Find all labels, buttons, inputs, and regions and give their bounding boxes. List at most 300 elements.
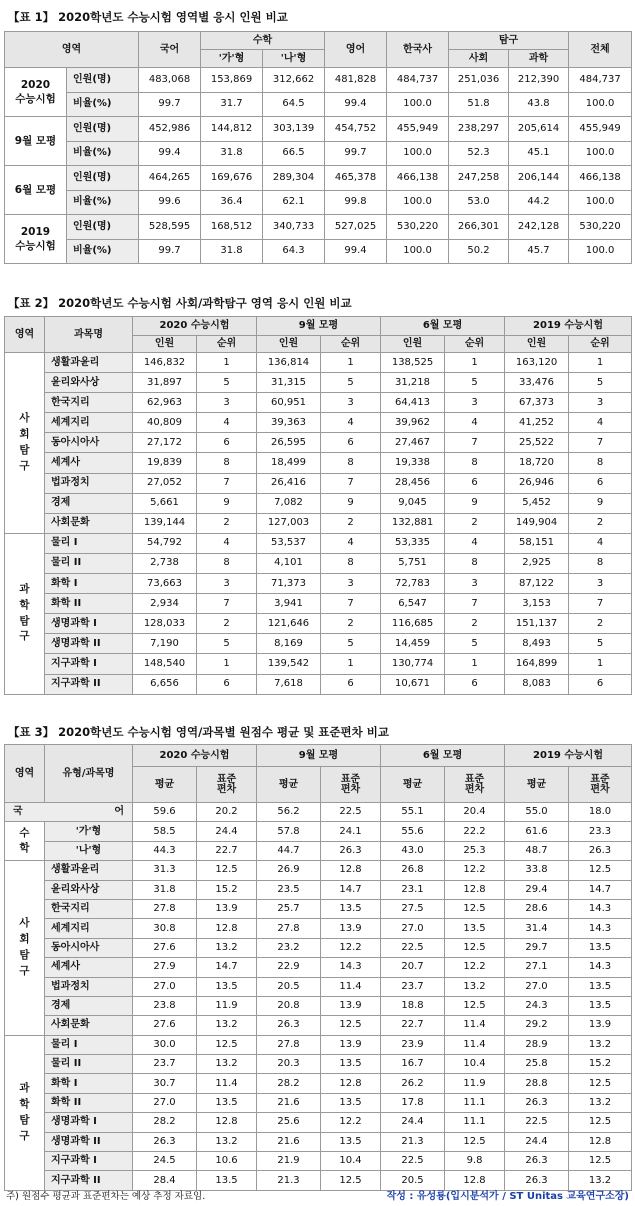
count-value: 527,025 (325, 215, 387, 240)
header-rank: 순위 (197, 336, 257, 353)
count-value: 530,220 (387, 215, 449, 240)
sd-value: 13.2 (569, 1171, 632, 1190)
rank-value: 8 (321, 453, 381, 473)
section-label: 과 학 탐 구 (5, 533, 45, 694)
subject-name: 동아시아사 (45, 433, 133, 453)
rank-value: 9 (445, 493, 505, 513)
subject-name: 지구과학 I (45, 1152, 133, 1171)
count-value: 9,045 (381, 493, 445, 513)
sd-value: 14.3 (569, 958, 632, 977)
rank-value: 3 (197, 393, 257, 413)
count-value: 18,720 (505, 453, 569, 473)
table-row (5, 373, 632, 393)
mean-value: 21.6 (257, 1132, 321, 1151)
table-row (5, 493, 632, 513)
mean-value: 27.0 (381, 919, 445, 938)
header-count: 인원 (257, 336, 321, 353)
header-row (5, 745, 632, 767)
table1-participants-by-area (4, 31, 632, 264)
ratio-value: 62.1 (263, 190, 325, 215)
count-value: 528,595 (139, 215, 201, 240)
table-row (5, 958, 632, 977)
count-value: 72,783 (381, 574, 445, 594)
subject-name: 생명과학 I (45, 1113, 133, 1132)
mean-value: 23.5 (257, 880, 321, 899)
sd-value: 10.4 (321, 1152, 381, 1171)
mean-value: 27.9 (133, 958, 197, 977)
header-area: 영역 (5, 745, 45, 803)
rank-value: 1 (321, 353, 381, 373)
rank-value: 9 (197, 493, 257, 513)
rank-value: 2 (569, 513, 632, 533)
mean-value: 28.8 (505, 1074, 569, 1093)
rank-value: 6 (569, 473, 632, 493)
count-value: 340,733 (263, 215, 325, 240)
sd-value: 12.8 (321, 1074, 381, 1093)
row-label-ratio: 비율(%) (67, 92, 139, 117)
count-value: 164,899 (505, 654, 569, 674)
count-value: 5,661 (133, 493, 197, 513)
header-subject: 유형/과목명 (45, 745, 133, 803)
count-value: 484,737 (387, 68, 449, 93)
mean-value: 58.5 (133, 822, 197, 841)
header-exam: 2019 수능시험 (505, 317, 632, 336)
count-value: 2,934 (133, 594, 197, 614)
rank-value: 7 (321, 594, 381, 614)
count-value: 27,172 (133, 433, 197, 453)
mean-value: 27.0 (505, 977, 569, 996)
table-row (5, 453, 632, 473)
ratio-value: 44.2 (509, 190, 569, 215)
sd-value: 10.4 (445, 1055, 505, 1074)
mean-value: 26.9 (257, 861, 321, 880)
mean-value: 27.8 (257, 919, 321, 938)
header-math-na: '나'형 (263, 50, 325, 68)
rank-value: 4 (321, 533, 381, 553)
count-value: 205,614 (509, 117, 569, 142)
mean-value: 31.3 (133, 861, 197, 880)
count-value: 151,137 (505, 614, 569, 634)
count-value: 26,595 (257, 433, 321, 453)
ratio-value: 99.7 (139, 92, 201, 117)
rank-value: 5 (321, 634, 381, 654)
count-value: 466,138 (387, 166, 449, 191)
header-exam: 6월 모평 (381, 745, 505, 767)
count-value: 62,963 (133, 393, 197, 413)
mean-value: 27.1 (505, 958, 569, 977)
count-row (5, 117, 632, 142)
ratio-value: 66.5 (263, 141, 325, 166)
ratio-value: 64.3 (263, 239, 325, 264)
sd-value: 14.7 (569, 880, 632, 899)
mean-value: 26.3 (257, 1016, 321, 1035)
count-value: 466,138 (569, 166, 632, 191)
table-row (5, 393, 632, 413)
count-value: 8,169 (257, 634, 321, 654)
sd-value: 13.5 (321, 1093, 381, 1112)
sd-value: 13.5 (321, 899, 381, 918)
rank-value: 5 (197, 634, 257, 654)
table-row (5, 1016, 632, 1035)
count-value: 60,951 (257, 393, 321, 413)
rank-value: 8 (569, 453, 632, 473)
mean-value: 26.3 (505, 1093, 569, 1112)
table-row (5, 1132, 632, 1151)
sd-value: 11.9 (445, 1074, 505, 1093)
subject-name: 세계지리 (45, 919, 133, 938)
header-explore: 탐구 (449, 32, 569, 50)
sd-value: 13.5 (445, 919, 505, 938)
mean-value: 30.0 (133, 1035, 197, 1054)
count-value: 8,083 (505, 674, 569, 694)
count-value: 6,656 (133, 674, 197, 694)
sd-value: 12.5 (445, 996, 505, 1015)
sd-value: 13.5 (197, 977, 257, 996)
ratio-value: 43.8 (509, 92, 569, 117)
header-count: 인원 (381, 336, 445, 353)
subject-name: 생명과학 I (45, 614, 133, 634)
sd-value: 12.5 (321, 1016, 381, 1035)
mean-value: 27.0 (133, 977, 197, 996)
math-row (5, 841, 632, 860)
row-label-ratio: 비율(%) (67, 190, 139, 215)
mean-value: 18.8 (381, 996, 445, 1015)
korean-subject-label: 어 (114, 806, 124, 818)
count-value: 455,949 (569, 117, 632, 142)
ratio-row (5, 141, 632, 166)
mean-value: 27.8 (257, 1035, 321, 1054)
count-value: 18,499 (257, 453, 321, 473)
mean-value: 59.6 (133, 803, 197, 822)
table-row (5, 899, 632, 918)
count-value: 238,297 (449, 117, 509, 142)
count-value: 40,809 (133, 413, 197, 433)
exam-label: 6월 모평 (5, 166, 67, 215)
header-row (5, 32, 632, 50)
rank-value: 3 (445, 393, 505, 413)
rank-value: 6 (197, 674, 257, 694)
header-mean: 평균 (257, 767, 321, 803)
ratio-value: 100.0 (569, 92, 632, 117)
row-label-ratio: 비율(%) (67, 141, 139, 166)
sd-value: 23.3 (569, 822, 632, 841)
count-value: 116,685 (381, 614, 445, 634)
rank-value: 8 (197, 453, 257, 473)
sd-value: 12.5 (569, 1074, 632, 1093)
sd-value: 12.2 (445, 958, 505, 977)
sd-value: 13.5 (569, 996, 632, 1015)
row-label-count: 인원(명) (67, 68, 139, 93)
count-value: 39,363 (257, 413, 321, 433)
table-row (5, 353, 632, 373)
sd-value: 11.4 (197, 1074, 257, 1093)
rank-value: 6 (197, 433, 257, 453)
ratio-value: 100.0 (569, 190, 632, 215)
header-exam: 2020 수능시험 (133, 745, 257, 767)
sd-value: 24.1 (321, 822, 381, 841)
count-value: 25,522 (505, 433, 569, 453)
table2-title: 【표 2】 2020학년도 수능시험 사회/과학탐구 영역 응시 인원 비교 (8, 296, 352, 310)
sd-value: 20.2 (197, 803, 257, 822)
subject-name: 화학 II (45, 594, 133, 614)
rank-value: 5 (569, 634, 632, 654)
count-row (5, 215, 632, 240)
ratio-value: 99.7 (325, 141, 387, 166)
sd-value: 13.2 (197, 1016, 257, 1035)
count-value: 483,068 (139, 68, 201, 93)
rank-value: 7 (445, 594, 505, 614)
ratio-value: 51.8 (449, 92, 509, 117)
rank-value: 9 (321, 493, 381, 513)
rank-value: 7 (569, 594, 632, 614)
mean-value: 56.2 (257, 803, 321, 822)
sd-value: 13.9 (197, 899, 257, 918)
mean-value: 26.3 (505, 1152, 569, 1171)
count-value: 121,646 (257, 614, 321, 634)
math-row (5, 822, 632, 841)
mean-value: 28.6 (505, 899, 569, 918)
subject-name: 생활과윤리 (45, 353, 133, 373)
count-value: 454,752 (325, 117, 387, 142)
mean-value: 28.9 (505, 1035, 569, 1054)
table-row (5, 433, 632, 453)
count-value: 26,946 (505, 473, 569, 493)
rank-value: 2 (197, 513, 257, 533)
rank-value: 8 (445, 453, 505, 473)
footnote: 주) 원점수 평균과 표준편차는 예상 추정 자료임. (6, 1191, 206, 1202)
subject-name: 윤리와사상 (45, 880, 133, 899)
count-value: 128,033 (133, 614, 197, 634)
header-count: 인원 (133, 336, 197, 353)
rank-value: 2 (321, 513, 381, 533)
header-social: 사회 (449, 50, 509, 68)
mean-value: 30.7 (133, 1074, 197, 1093)
count-value: 289,304 (263, 166, 325, 191)
table-row (5, 473, 632, 493)
rank-value: 7 (569, 433, 632, 453)
subject-name: 한국지리 (45, 393, 133, 413)
rank-value: 4 (445, 413, 505, 433)
subject-name: 동아시아사 (45, 938, 133, 957)
rank-value: 6 (321, 433, 381, 453)
rank-value: 9 (569, 493, 632, 513)
mean-value: 44.3 (133, 841, 197, 860)
sd-value: 13.2 (197, 1132, 257, 1151)
rank-value: 4 (445, 533, 505, 553)
header-korean: 국어 (139, 32, 201, 68)
mean-value: 20.3 (257, 1055, 321, 1074)
count-value: 247,258 (449, 166, 509, 191)
subject-name: 화학 I (45, 1074, 133, 1093)
korean-row (5, 803, 632, 822)
count-value: 465,378 (325, 166, 387, 191)
mean-value: 25.6 (257, 1113, 321, 1132)
exam-label: 2020 수능시험 (5, 68, 67, 117)
ratio-value: 50.2 (449, 239, 509, 264)
sd-value: 12.2 (321, 938, 381, 957)
rank-value: 5 (321, 373, 381, 393)
count-value: 14,459 (381, 634, 445, 654)
count-value: 139,144 (133, 513, 197, 533)
ratio-value: 99.7 (139, 239, 201, 264)
count-value: 54,792 (133, 533, 197, 553)
math-type: '나'형 (45, 841, 133, 860)
row-label-count: 인원(명) (67, 117, 139, 142)
header-science: 과학 (509, 50, 569, 68)
rank-value: 6 (445, 674, 505, 694)
table1-title: 【표 1】 2020학년도 수능시험 영역별 응시 인원 비교 (8, 10, 288, 24)
count-value: 28,456 (381, 473, 445, 493)
rank-value: 1 (569, 654, 632, 674)
count-value: 132,881 (381, 513, 445, 533)
rank-value: 7 (321, 473, 381, 493)
mean-value: 55.6 (381, 822, 445, 841)
count-value: 73,663 (133, 574, 197, 594)
header-english: 영어 (325, 32, 387, 68)
sd-value: 14.3 (569, 899, 632, 918)
rank-value: 3 (445, 574, 505, 594)
header-mean: 평균 (381, 767, 445, 803)
ratio-row (5, 92, 632, 117)
rank-value: 3 (321, 393, 381, 413)
count-value: 2,738 (133, 553, 197, 573)
rank-value: 5 (569, 373, 632, 393)
ratio-row (5, 190, 632, 215)
sd-value: 24.4 (197, 822, 257, 841)
table-row (5, 880, 632, 899)
count-value: 2,925 (505, 553, 569, 573)
rank-value: 5 (445, 634, 505, 654)
sd-value: 20.4 (445, 803, 505, 822)
sd-value: 10.6 (197, 1152, 257, 1171)
header-subject: 과목명 (45, 317, 133, 353)
rank-value: 3 (569, 393, 632, 413)
count-value: 130,774 (381, 654, 445, 674)
table2-social-science-participants (4, 316, 632, 695)
ratio-value: 99.6 (139, 190, 201, 215)
subject-name: 물리 II (45, 553, 133, 573)
count-value: 7,190 (133, 634, 197, 654)
header-area: 영역 (5, 317, 45, 353)
rank-value: 4 (569, 413, 632, 433)
ratio-value: 53.0 (449, 190, 509, 215)
rank-value: 4 (321, 413, 381, 433)
count-value: 312,662 (263, 68, 325, 93)
sd-value: 12.8 (321, 861, 381, 880)
row-label-count: 인원(명) (67, 166, 139, 191)
count-value: 169,676 (201, 166, 263, 191)
ratio-value: 100.0 (387, 190, 449, 215)
table-row (5, 919, 632, 938)
sd-value: 13.5 (321, 1132, 381, 1151)
rank-value: 8 (321, 553, 381, 573)
sd-value: 22.2 (445, 822, 505, 841)
sd-value: 12.8 (569, 1132, 632, 1151)
header-exam: 2019 수능시험 (505, 745, 632, 767)
table3-title: 【표 3】 2020학년도 수능시험 영역/과목별 원점수 평균 및 표준편차 비교 (8, 725, 389, 739)
count-value: 27,467 (381, 433, 445, 453)
subject-name: 물리 II (45, 1055, 133, 1074)
mean-value: 20.5 (257, 977, 321, 996)
ratio-value: 31.8 (201, 141, 263, 166)
count-value: 251,036 (449, 68, 509, 93)
sd-value: 11.4 (321, 977, 381, 996)
mean-value: 22.5 (381, 938, 445, 957)
count-value: 10,671 (381, 674, 445, 694)
sd-value: 25.3 (445, 841, 505, 860)
sd-value: 13.5 (197, 1093, 257, 1112)
ratio-value: 99.4 (325, 239, 387, 264)
mean-value: 24.5 (133, 1152, 197, 1171)
rank-value: 3 (197, 574, 257, 594)
rank-value: 1 (197, 654, 257, 674)
count-value: 41,252 (505, 413, 569, 433)
rank-value: 7 (197, 473, 257, 493)
sd-value: 14.7 (197, 958, 257, 977)
table-row (5, 634, 632, 654)
header-sd: 표준 편차 (321, 767, 381, 803)
mean-value: 24.3 (505, 996, 569, 1015)
header-sd: 표준 편차 (569, 767, 632, 803)
subject-name: 윤리와사상 (45, 373, 133, 393)
subject-name: 경제 (45, 493, 133, 513)
sd-value: 12.5 (569, 1152, 632, 1171)
rank-value: 3 (321, 574, 381, 594)
author-credit: 작성 : 유성룡(입시분석가 / ST Unitas 교육연구소장) (386, 1191, 629, 1202)
sd-value: 11.4 (445, 1035, 505, 1054)
header-total: 전체 (569, 32, 632, 68)
sd-value: 11.1 (445, 1113, 505, 1132)
rank-value: 2 (445, 614, 505, 634)
ratio-value: 64.5 (263, 92, 325, 117)
count-value: 163,120 (505, 353, 569, 373)
mean-value: 20.5 (381, 1171, 445, 1190)
subject-name: 경제 (45, 996, 133, 1015)
table-row (5, 674, 632, 694)
mean-value: 27.6 (133, 938, 197, 957)
count-value: 31,315 (257, 373, 321, 393)
subject-name: 법과정치 (45, 473, 133, 493)
mean-value: 26.8 (381, 861, 445, 880)
rank-value: 4 (569, 533, 632, 553)
mean-value: 29.2 (505, 1016, 569, 1035)
ratio-value: 100.0 (569, 239, 632, 264)
mean-value: 28.4 (133, 1171, 197, 1190)
sd-value: 12.2 (445, 861, 505, 880)
header-math-ga: '가'형 (201, 50, 263, 68)
sd-value: 12.8 (445, 880, 505, 899)
mean-value: 25.7 (257, 899, 321, 918)
sd-value: 11.9 (197, 996, 257, 1015)
rank-value: 4 (197, 533, 257, 553)
rank-value: 5 (445, 373, 505, 393)
mean-value: 27.0 (133, 1093, 197, 1112)
count-value: 5,452 (505, 493, 569, 513)
mean-value: 22.5 (381, 1152, 445, 1171)
mean-value: 57.8 (257, 822, 321, 841)
ratio-value: 36.4 (201, 190, 263, 215)
ratio-row (5, 239, 632, 264)
header-rank: 순위 (569, 336, 632, 353)
ratio-value: 31.7 (201, 92, 263, 117)
count-value: 153,869 (201, 68, 263, 93)
header-sd: 표준 편차 (197, 767, 257, 803)
subject-name: 지구과학 II (45, 674, 133, 694)
rank-value: 8 (197, 553, 257, 573)
row-label-ratio: 비율(%) (67, 239, 139, 264)
mean-value: 20.8 (257, 996, 321, 1015)
subject-name: 세계지리 (45, 413, 133, 433)
